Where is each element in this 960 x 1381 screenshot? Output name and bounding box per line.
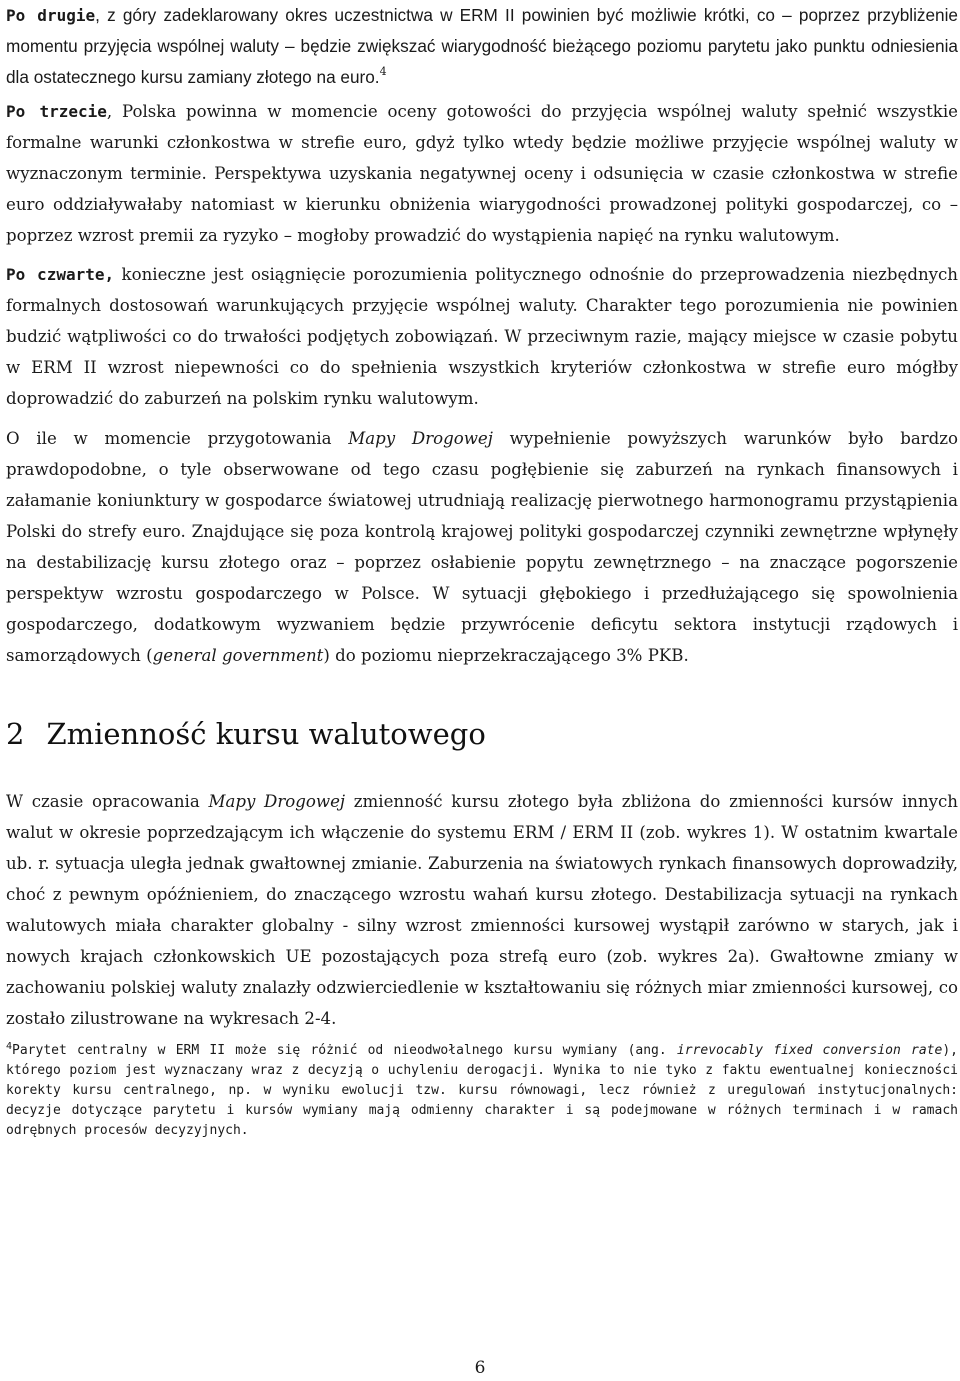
paragraph-text: wypełnienie powyższych warunków było bardzo prawdopodobne, o tyle obserwowane od tego czasu pogłębienie się zaburzeń na rynkach finansowych i załamanie koniunktury w gospodarce światowej utrudniają realizację pierwotnego harmonogramu przystąpienia Polski do strefy euro. Znajdujące się poza kontrolą krajowej polityki gospodarczej czynniki zewnętrzne wpłynęły na destabilizację kursu złotego oraz – poprzez osłabienie popytu zewnętrznego – na znaczące pogorszenie perspektyw wzrostu gospodarczego w Polsce. W sytuacji głębokiego i przedłużającego się spowolnienia gospodarczego, dodatkowym wyzwaniem będzie przywrócenie deficytu sektora instytucji rządowych i samorządowych ( <box>6 429 958 665</box>
footnote-reference[interactable]: 4 <box>379 65 387 78</box>
paragraph-text: , Polska powinna w momencie oceny gotowości do przyjęcia wspólnej waluty spełnić wszystkie formalne warunki członkostwa w strefie euro, gdyż tylko wtedy będzie możliwe przyjęcie wspólnej waluty w wyznaczonym terminie. Perspektywa uzyskania negatywnej oceny i odsunięcia w czasie członkostwa w strefie euro oddziaływałaby natomiast w kierunku obniżenia wiarygodności prowadzonej polityki gospodarczej, co – poprzez wzrost premii za ryzyko – mogłoby prowadzić do wystąpienia napięć na rynku walutowym. <box>6 102 958 245</box>
paragraph-text: ) do poziomu nieprzekraczającego 3% PKB. <box>323 646 689 665</box>
section-heading <box>6 714 486 754</box>
footnote-emphasis: irrevocably fixed conversion rate <box>676 1043 943 1058</box>
paragraph-po-trzecie <box>6 96 958 251</box>
section-title: Zmienność kursu walutowego <box>46 717 486 751</box>
paragraph-text: zmienność kursu złotego była zbliżona do zmienności kursów innych walut w okresie poprzedzającym ich włączenie do systemu ERM / ERM II (zob. wykres 1). W ostatnim kwartale ub. r. sytuacja uległa jednak gwałtownej zmianie. Zaburzenia na światowych rynkach finansowych doprowadziły, choć z pewnym opóźnieniem, do znaczącego wzrostu wahań kursu złotego. Destabilizacja sytuacji na rynkach walutowych miała charakter globalny - silny wzrost zmienności kursowej wystąpił zarówno w starych, jak i nowych krajach członkowskich UE pozostających poza strefą euro (zob. wykres 2a). Gwałtowne zmiany w zachowaniu polskiej waluty znalazły odzwierciedlenie w kształtowaniu się różnych miar zmienności kursowej, co zostało zilustrowane na wykresach 2-4. <box>6 792 958 1028</box>
paragraph-lead: Po czwarte, <box>6 265 115 284</box>
paragraph-mapa-drogowa <box>6 423 958 671</box>
paragraph-text: konieczne jest osiągnięcie porozumienia politycznego odnośnie do przeprowadzenia niezbędnych formalnych dostosowań warunkujących przyjęcie wspólnej waluty. Charakter tego porozumienia nie powinien budzić wątpliwości co do trwałości podjętych zobowiązań. W przeciwnym razie, mający miejsce w czasie pobytu w ERM II wzrost niepewności co do spełnienia wszystkich kryteriów członkostwa w strefie euro mógłby doprowadzić do zaburzeń na polskim rynku walutowym. <box>6 265 958 408</box>
paragraph-lead: Po trzecie <box>6 102 107 121</box>
footnote <box>6 1041 958 1141</box>
paragraph-text: , z góry zadeklarowany okres uczestnictwa w ERM II powinien być możliwie krótki, co – poprzez przybliżenie momentu przyjęcia wspólnej waluty – będzie zwiększać wiarygodność bieżącego poziomu parytetu jako punktu odniesienia dla ostatecznego kursu zamiany złotego na euro. <box>6 5 958 87</box>
emphasis-text: Mapy Drogowej <box>348 429 493 448</box>
paragraph-po-czwarte <box>6 259 958 414</box>
footnote-text: ), którego poziom jest wyznaczany wraz z decyzją o uchyleniu derogacji. Wynika to nie tyko z faktu ewentualnej konieczności korekty kursu centralnego, np. w wyniku ewolucji tzw. kursu równowagi, lecz również z uregulowań instytucjonalnych: decyzje dotyczące parytetu i kursów wymiany mają odmienny charakter i są podejmowane w różnych terminach i w ramach odrębnych procesów decyzyjnych. <box>6 1043 958 1138</box>
section-number: 2 <box>6 717 25 751</box>
paragraph-text: O ile w momencie przygotowania <box>6 429 349 448</box>
footnote-text: Parytet centralny w ERM II może się różnić od nieodwołalnego kursu wymiany (ang. <box>12 1043 677 1058</box>
paragraph-zmiennosc <box>6 786 958 1034</box>
page-number: 6 <box>474 1358 486 1378</box>
paragraph-po-drugie <box>6 0 958 93</box>
paragraph-text: W czasie opracowania <box>6 792 209 811</box>
footnote-mark: 4 <box>6 1041 13 1052</box>
paragraph-lead: Po drugie <box>6 6 96 25</box>
emphasis-text: Mapy Drogowej <box>208 792 346 811</box>
emphasis-text: general government <box>152 646 324 665</box>
